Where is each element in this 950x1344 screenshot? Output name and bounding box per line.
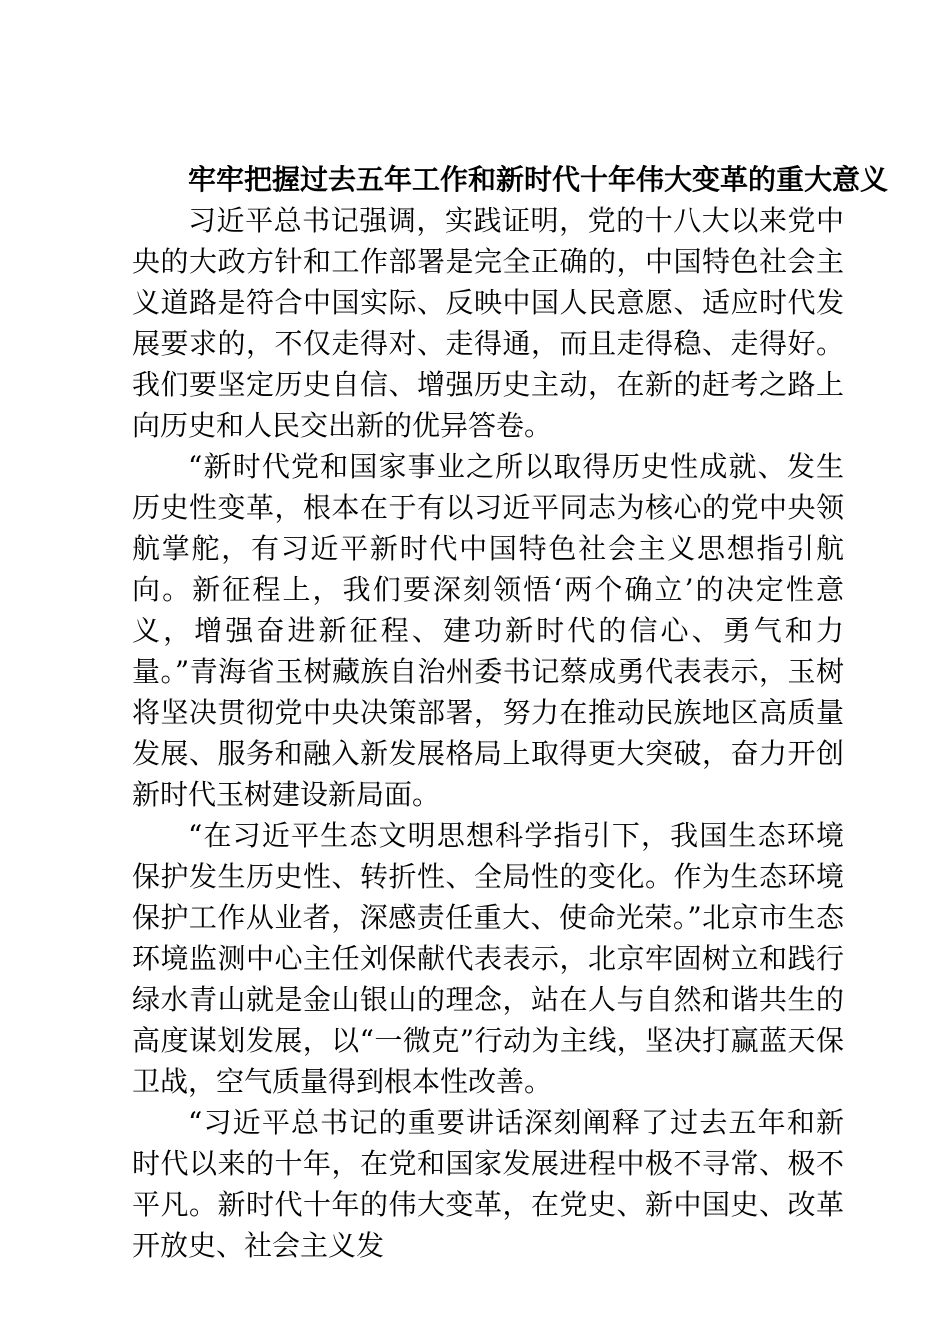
paragraph-2: “新时代党和国家事业之所以取得历史性成就、发生历史性变革，根本在于有以习近平同志为核心的党中央领航掌舵，有习近平新时代中国特色社会主义思想指引航向。新征程上，我们要深刻领悟‘两个确立’的决定性意义，增强奋进新征程、建功新时代的信心、勇气和力量。”青海省玉树藏族自治州委书记蔡成勇代表表示，玉树将坚决贯彻党中央决策部署，努力在推动民族地区高质量发展、服务和融入新发展格局上取得更大突破，奋力开创新时代玉树建设新局面。 [132,450,844,811]
paragraph-1: 习近平总书记强调，实践证明，党的十八大以来党中央的大政方针和工作部署是完全正确的，中国特色社会主义道路是符合中国实际、反映中国人民意愿、适应时代发展要求的，不仅走得对、走得通，而且走得稳、走得好。我们要坚定历史自信、增强历史主动，在新的赶考之路上向历史和人民交出新的优异答卷。 [132,204,844,442]
paragraph-4: “习近平总书记的重要讲话深刻阐释了过去五年和新时代以来的十年，在党和国家发展进程中极不寻常、极不平凡。新时代十年的伟大变革，在党史、新中国史、改革开放史、社会主义发 [132,1106,844,1262]
paragraph-3: “在习近平生态文明思想科学指引下，我国生态环境保护发生历史性、转折性、全局性的变化。作为生态环境保护工作从业者，深感责任重大、使命光荣。”北京市生态环境监测中心主任刘保献代表表示，北京牢固树立和践行绿水青山就是金山银山的理念，站在人与自然和谐共生的高度谋划发展，以“一微克”行动为主线，坚决打赢蓝天保卫战，空气质量得到根本性改善。 [132,819,844,1098]
document-title: 牢牢把握过去五年工作和新时代十年伟大变革的重大意义 [188,163,889,196]
document-page [132,160,889,1266]
